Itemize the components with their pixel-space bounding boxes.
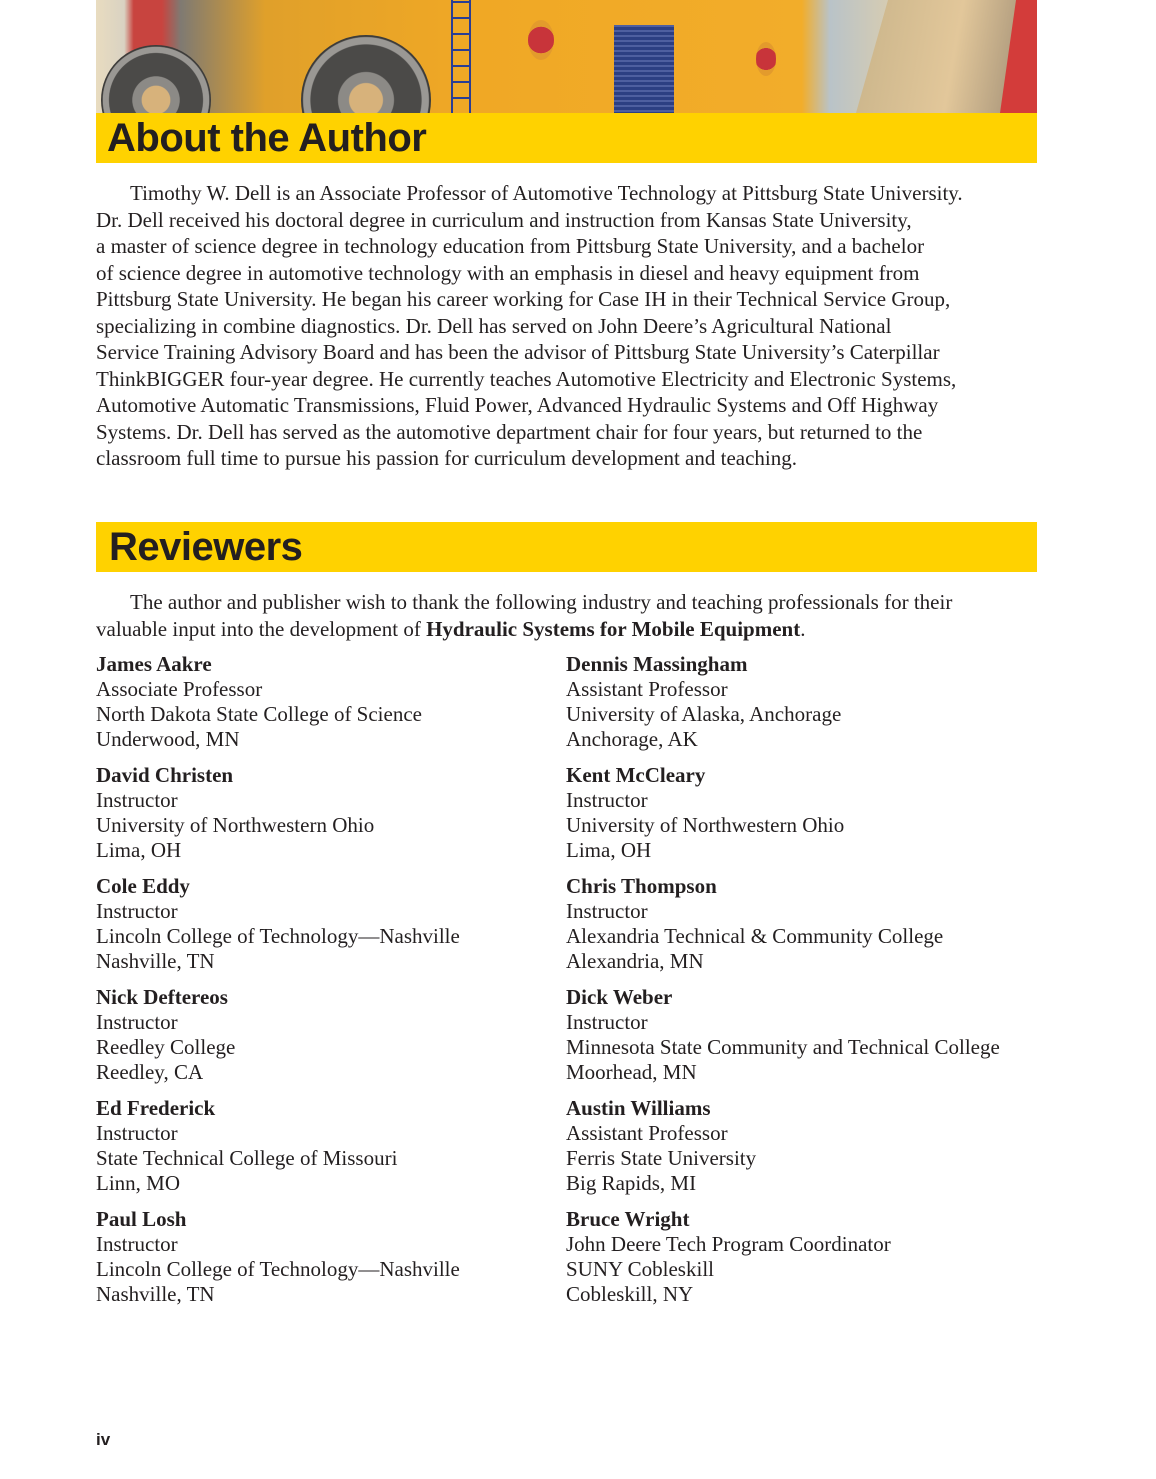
truck-lamp bbox=[528, 20, 554, 60]
reviewer-entry bbox=[566, 985, 1036, 1096]
reviewer-location: Reedley, CA bbox=[96, 1060, 204, 1084]
reviewer-location: Lima, OH bbox=[96, 838, 182, 862]
reviewer-name: Dennis Massingham bbox=[566, 652, 748, 676]
reviewer-location: Big Rapids, MI bbox=[566, 1171, 697, 1195]
truck-tire bbox=[301, 35, 431, 113]
reviewer-name: David Christen bbox=[96, 763, 234, 787]
reviewer-name: Cole Eddy bbox=[96, 874, 190, 898]
reviewers-heading: Reviewers bbox=[109, 525, 303, 569]
reviewer-name: Ed Frederick bbox=[96, 1096, 216, 1120]
truck-ladder bbox=[451, 0, 471, 113]
reviewer-entry bbox=[96, 763, 566, 874]
reviewer-location: Anchorage, AK bbox=[566, 727, 698, 751]
about-line: of science degree in automotive technology with an emphasis in diesel and heavy equipment from bbox=[96, 260, 920, 285]
reviewer-entry bbox=[96, 985, 566, 1096]
intro-text: valuable input into the development of bbox=[96, 616, 427, 641]
about-heading: About the Author bbox=[107, 116, 427, 160]
reviewer-location: Moorhead, MN bbox=[566, 1060, 697, 1084]
reviewer-location: Nashville, TN bbox=[96, 1282, 215, 1306]
reviewer-org: SUNY Cobleskill bbox=[566, 1257, 714, 1281]
reviewer-org: North Dakota State College of Science bbox=[96, 702, 422, 726]
about-line: Automotive Automatic Transmissions, Fluid Power, Advanced Hydraulic Systems and Off Highway bbox=[96, 393, 939, 417]
reviewer-name: Paul Losh bbox=[96, 1207, 187, 1231]
reviewer-title: Assistant Professor bbox=[566, 1121, 728, 1145]
reviewer-location: Nashville, TN bbox=[96, 949, 215, 973]
reviewer-entry bbox=[566, 874, 1036, 985]
truck-grill bbox=[614, 25, 674, 113]
intro-period: . bbox=[800, 616, 806, 641]
about-line: Service Training Advisory Board and has been the advisor of Pittsburg State University’s Caterpillar bbox=[96, 340, 940, 364]
reviewer-entry bbox=[566, 1096, 1036, 1207]
intro-line bbox=[96, 616, 1056, 643]
reviewer-title: Instructor bbox=[566, 788, 648, 812]
reviewer-name: Kent McCleary bbox=[566, 763, 706, 787]
reviewer-title: Instructor bbox=[96, 788, 178, 812]
reviewer-title: Instructor bbox=[566, 1010, 648, 1034]
reviewer-entry bbox=[566, 763, 1036, 874]
reviewer-name: Nick Deftereos bbox=[96, 985, 228, 1009]
about-line: specializing in combine diagnostics. Dr. Dell has served on John Deere’s Agricultural National bbox=[96, 313, 892, 338]
reviewer-org: Minnesota State Community and Technical College bbox=[566, 1035, 1000, 1059]
reviewer-org: State Technical College of Missouri bbox=[96, 1146, 398, 1170]
reviewer-title: Instructor bbox=[96, 1232, 178, 1256]
about-line: Dr. Dell received his doctoral degree in curriculum and instruction from Kansas State University, bbox=[96, 207, 912, 232]
reviewer-org: Reedley College bbox=[96, 1035, 236, 1059]
reviewer-entry bbox=[566, 1207, 1036, 1318]
reviewer-name: Chris Thompson bbox=[566, 874, 717, 898]
reviewer-title: John Deere Tech Program Coordinator bbox=[566, 1232, 891, 1256]
reviewer-location: Alexandria, MN bbox=[566, 949, 704, 973]
reviewer-title: Instructor bbox=[566, 899, 648, 923]
reviewer-name: Austin Williams bbox=[566, 1096, 711, 1120]
about-line: classroom full time to pursue his passion for curriculum development and teaching. bbox=[96, 446, 797, 470]
reviewer-location: Cobleskill, NY bbox=[566, 1282, 694, 1306]
reviewer-entry bbox=[566, 652, 1036, 763]
reviewer-org: Lincoln College of Technology—Nashville bbox=[96, 1257, 460, 1281]
reviewer-location: Underwood, MN bbox=[96, 727, 240, 751]
about-line: ThinkBIGGER four-year degree. He currently teaches Automotive Electricity and Electronic Systems, bbox=[96, 366, 957, 391]
reviewer-entry bbox=[96, 652, 566, 763]
about-line: Systems. Dr. Dell has served as the automotive department chair for four years, but returned to the bbox=[96, 419, 923, 444]
about-line: Timothy W. Dell is an Associate Professor of Automotive Technology at Pittsburg State University. bbox=[130, 181, 963, 205]
reviewer-title: Assistant Professor bbox=[566, 677, 728, 701]
reviewer-name: Dick Weber bbox=[566, 985, 673, 1009]
reviewer-org: University of Northwestern Ohio bbox=[566, 813, 845, 837]
reviewer-org: University of Alaska, Anchorage bbox=[566, 702, 842, 726]
about-heading-band bbox=[96, 113, 1037, 163]
reviewer-org: Lincoln College of Technology—Nashville bbox=[96, 924, 460, 948]
about-paragraph bbox=[96, 180, 1056, 472]
reviewer-title: Instructor bbox=[96, 1121, 178, 1145]
reviewer-entry bbox=[96, 1207, 566, 1318]
page-number: iv bbox=[96, 1430, 111, 1449]
reviewer-title: Instructor bbox=[96, 899, 178, 923]
reviewer-title: Associate Professor bbox=[96, 677, 263, 701]
intro-line: The author and publisher wish to thank the following industry and teaching professionals for their bbox=[130, 590, 953, 614]
dump-truck-bed bbox=[856, 0, 1016, 113]
reviewer-title: Instructor bbox=[96, 1010, 178, 1034]
truck-tire bbox=[101, 45, 211, 113]
header-photo-mining-trucks bbox=[96, 0, 1037, 113]
reviewer-location: Linn, MO bbox=[96, 1171, 180, 1195]
book-title: Hydraulic Systems for Mobile Equipment bbox=[426, 616, 801, 641]
reviewer-name: Bruce Wright bbox=[566, 1207, 690, 1231]
reviewer-org: Ferris State University bbox=[566, 1146, 757, 1170]
reviewer-entry bbox=[96, 1096, 566, 1207]
reviewer-name: James Aakre bbox=[96, 652, 212, 676]
reviewer-org: Alexandria Technical & Community College bbox=[566, 924, 944, 948]
about-line: Pittsburg State University. He began his career working for Case IH in their Technical Service Group, bbox=[96, 287, 951, 311]
reviewers-left-column bbox=[96, 652, 566, 1318]
reviewer-location: Lima, OH bbox=[566, 838, 652, 862]
reviewers-intro bbox=[96, 589, 1056, 642]
reviewers-heading-band bbox=[96, 522, 1037, 572]
reviewer-entry bbox=[96, 874, 566, 985]
reviewers-right-column bbox=[566, 652, 1036, 1318]
truck-lamp bbox=[756, 42, 776, 76]
reviewer-org: University of Northwestern Ohio bbox=[96, 813, 375, 837]
about-line: a master of science degree in technology education from Pittsburg State University, and a bachelor bbox=[96, 234, 925, 258]
